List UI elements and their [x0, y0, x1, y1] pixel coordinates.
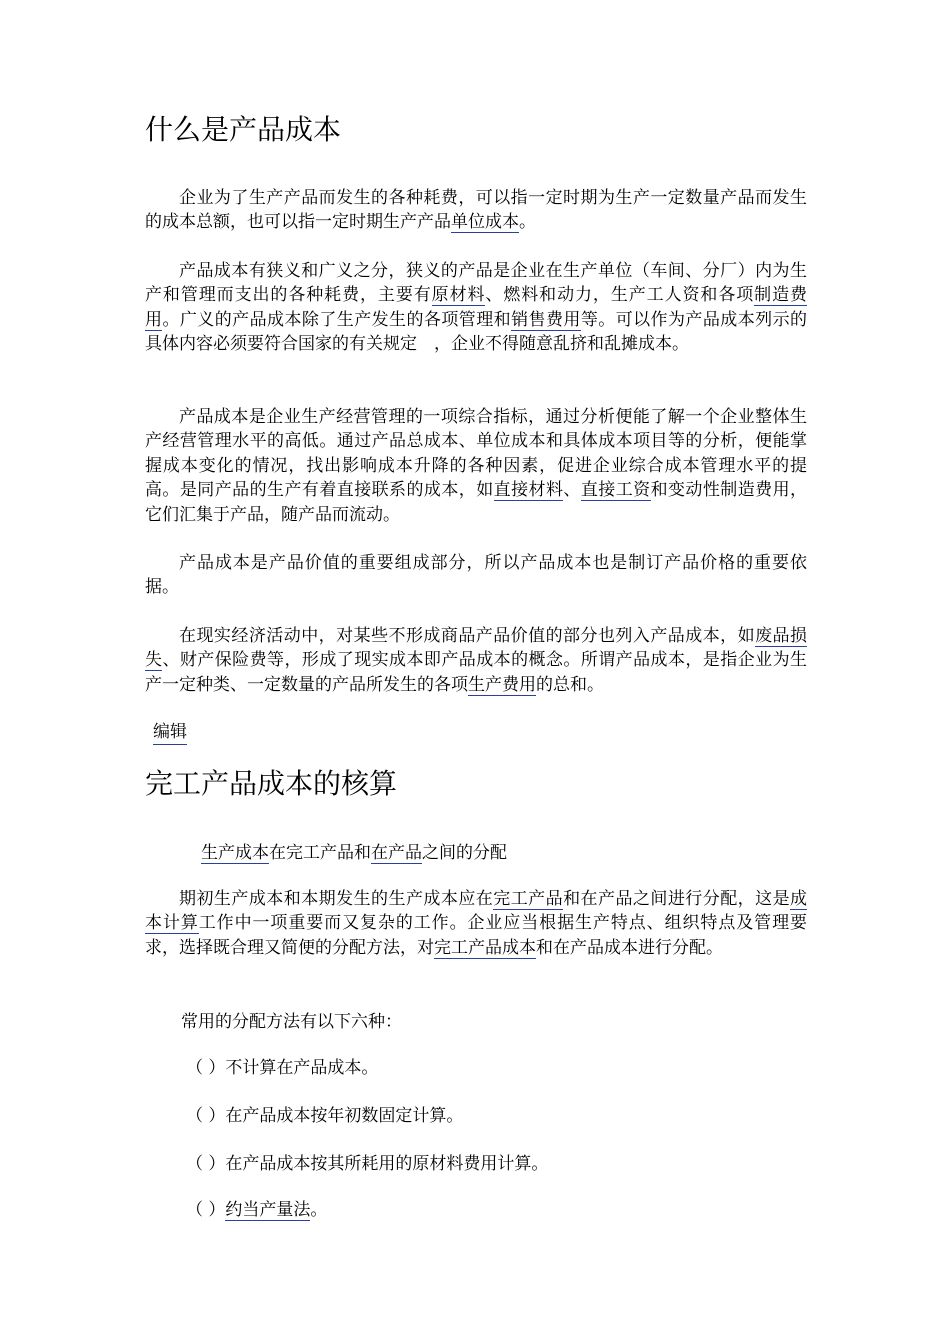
paragraph-text: 在现实经济活动中，对某些不形成商品产品价值的部分也列入产品成本，如 — [179, 626, 756, 646]
link-direct-wages[interactable]: 直接工资 — [580, 480, 651, 501]
paragraph-real-economy — [145, 624, 807, 697]
paragraph-narrow-broad — [145, 259, 807, 357]
method-item — [186, 1198, 327, 1222]
paragraph-text: 和在产品成本进行分配。 — [536, 937, 723, 958]
link-finished-products[interactable]: 完工产品 — [493, 889, 564, 909]
paragraph-text: 等。可以作为产品成本列示的具体内容必须要符合国家的有关规定 ，企业不得随意乱挤和乱摊成本。 — [145, 309, 808, 355]
section-title-finished-product-cost: 完工产品成本的核算 — [145, 767, 398, 800]
link-equivalent-units-method[interactable]: 约当产量法 — [225, 1200, 311, 1220]
paragraph-text: 。 — [519, 212, 536, 233]
method-text: 在产品成本按其所耗用的原材料费用计算。 — [225, 1154, 549, 1174]
paragraph-allocation — [145, 887, 807, 960]
method-text: 不计算在产品成本。 — [225, 1058, 379, 1078]
method-number: （ ） — [186, 1200, 226, 1220]
method-item — [186, 1152, 548, 1176]
link-production-expenses[interactable]: 生产费用 — [468, 674, 536, 695]
paragraph-text: 工作中一项重要而又复杂的工作。企业应当根据生产特点、组织特点及管理要求，选择既合理又简便的分配方法，对 — [145, 913, 807, 958]
subtitle-text: 在完工产品和 — [269, 843, 371, 863]
paragraph-definition — [145, 186, 807, 235]
method-text: 。 — [310, 1200, 328, 1220]
method-number: （ ） — [186, 1154, 226, 1174]
paragraph-text: 产品成本是企业生产经营管理的一项综合指标，通过分析便能了解一个企业整体生产经营管理水平的高低。通过产品总成本、单位成本和具体成本项目等的分析，便能掌握成本变化的情况，找出影响成本升降的各种因素，促进企业综合成本管理水平的提高。是同产品的生产有着直接联系的成本，如 — [145, 407, 807, 501]
link-unit-cost[interactable]: 单位成本 — [451, 212, 519, 233]
edit-link[interactable]: 编辑 — [153, 720, 187, 745]
method-item — [186, 1056, 378, 1080]
link-work-in-process[interactable]: 在产品 — [371, 843, 422, 863]
section-subtitle — [201, 841, 507, 865]
link-finished-product-cost[interactable]: 完工产品成本 — [434, 937, 536, 958]
method-text: 在产品成本按年初数固定计算。 — [225, 1106, 464, 1126]
method-number: （ ） — [186, 1058, 226, 1078]
paragraph-text: 、财产保险费等，形成了现实成本即产品成本的概念。所谓产品成本，是指企业为生产一定种类、一定数量的产品所发生的各项 — [145, 650, 808, 695]
paragraph-text: 期初生产成本和本期发生的生产成本应在 — [179, 889, 494, 909]
link-cost-calculation[interactable]: 成本计算 — [145, 889, 808, 934]
link-scrap-loss[interactable]: 废品损失 — [145, 626, 808, 671]
paragraph-price-basis — [145, 551, 807, 600]
paragraph-text: 、燃料和动力，生产工人资和各项 — [485, 285, 755, 306]
paragraph-text: 、 — [563, 480, 581, 501]
paragraph-text: 产品成本是产品价值的重要组成部分，所以产品成本也是制订产品价格的重要依据。 — [145, 553, 807, 598]
paragraph-text: 和变动性制造费用，它们汇集于产品，随产品而流动。 — [145, 480, 808, 525]
paragraph-comprehensive-indicator — [145, 405, 807, 527]
method-item — [186, 1104, 463, 1128]
paragraph-text: 企业为了生产产品而发生的各种耗费，可以指一定时期为生产一定数量产品而发生的成本总额，也可以指一定时期生产产品 — [145, 188, 807, 233]
link-production-cost[interactable]: 生产成本 — [201, 843, 269, 863]
section-title-what-is-product-cost: 什么是产品成本 — [145, 113, 342, 146]
methods-intro: 常用的分配方法有以下六种： — [181, 1012, 402, 1032]
paragraph-text: 。广义的产品成本除了生产发生的各项管理和 — [162, 309, 512, 330]
link-manufacturing-overhead[interactable]: 制造费用 — [145, 285, 808, 330]
paragraph-text: 和在产品之间进行分配，这是 — [563, 889, 791, 909]
paragraph-text: 的总和。 — [536, 674, 604, 695]
link-direct-materials[interactable]: 直接材料 — [493, 480, 564, 501]
link-selling-expenses[interactable]: 销售费用 — [511, 309, 581, 330]
link-raw-materials[interactable]: 原材料 — [431, 285, 486, 306]
paragraph-text: 产品成本有狭义和广义之分，狭义的产品是企业在生产单位（车间、分厂）内为生产和管理而支出的各种耗费，主要有 — [145, 261, 807, 306]
subtitle-text: 之间的分配 — [422, 843, 507, 863]
method-number: （ ） — [186, 1106, 226, 1126]
